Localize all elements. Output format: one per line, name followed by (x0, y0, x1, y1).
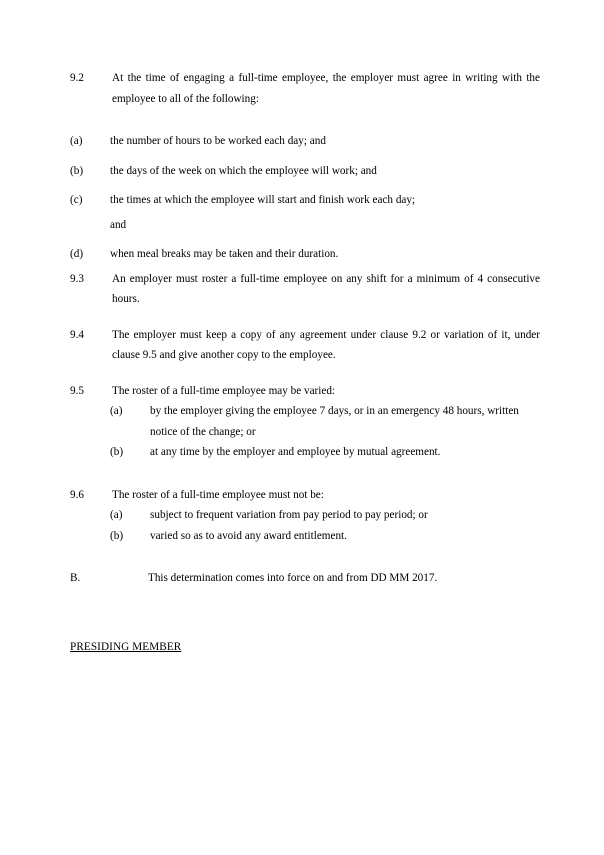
subitem-label: (a) (110, 509, 123, 521)
subitem-label: (d) (70, 248, 84, 260)
document-body (70, 68, 540, 657)
subitem-label: (a) (70, 135, 83, 147)
clause-number: 9.6 (70, 488, 84, 501)
subitem-label: (b) (70, 164, 84, 177)
clause-number: 9.4 (70, 328, 84, 341)
subitem-text: by the employer giving the employee 7 days, or in an emergency 48 hours, written notice of the change; or (150, 405, 519, 438)
subitem-text: at any time by the employer and employee by mutual agreement. (150, 446, 441, 458)
clause-9-2-subitem-c-continuation (70, 215, 540, 236)
clause-text: The employer must keep a copy of any agreement under clause 9.2 or variation of it, under clause 9.5 and give another copy to the employee. (112, 328, 540, 361)
clause-9-4 (70, 325, 540, 366)
clause-number: 9.5 (70, 384, 84, 397)
clause-9-2-subitem-a (70, 131, 540, 152)
spacer (70, 109, 540, 131)
clause-text: An employer must roster a full-time employee on any shift for a minimum of 4 consecutive hours. (112, 272, 540, 305)
subitem-text: subject to frequent variation from pay period to pay period; or (150, 509, 428, 521)
subitem-label: (b) (110, 446, 124, 458)
clause-text: The roster of a full-time employee may be varied: (112, 384, 336, 397)
subitem-label: (c) (70, 194, 83, 206)
subitem-text: and (110, 218, 127, 231)
determination-label: B. (70, 572, 81, 584)
spacer (70, 546, 540, 568)
subitem-text: the days of the week on which the employee will work; and (110, 164, 377, 177)
clause-text: At the time of engaging a full-time employee, the employer must agree in writing with the employee to all of the following: (112, 72, 540, 105)
clause-9-2-subitem-b (70, 161, 540, 182)
clause-number: 9.3 (70, 272, 84, 285)
clause-text: The roster of a full-time employee must not be: (112, 488, 324, 501)
presiding-member-signature-line: PRESIDING MEMBER (70, 640, 182, 653)
spacer (70, 589, 540, 637)
subitem-text: when meal breaks may be taken and their duration. (110, 248, 339, 260)
clause-9-2 (70, 68, 540, 109)
clause-9-5 (70, 381, 540, 402)
determination-text: This determination comes into force on and from DD MM 2017. (148, 572, 438, 584)
spacer (70, 463, 540, 485)
subitem-text: the times at which the employee will start and finish work each day; (110, 194, 416, 206)
clause-number: 9.2 (70, 72, 84, 84)
clause-9-2-subitem-d (70, 244, 540, 265)
clause-9-3 (70, 269, 540, 310)
subitem-label: (b) (110, 529, 124, 542)
determination-clause-b (70, 568, 540, 589)
clause-9-5-subitem-a (110, 401, 540, 442)
clause-9-2-subitem-c (70, 190, 540, 211)
clause-9-6-subitem-a (110, 505, 540, 526)
clause-9-6-subitem-b (110, 526, 540, 547)
clause-9-5-subitem-b (110, 442, 540, 463)
subitem-text: varied so as to avoid any award entitlement. (150, 529, 347, 542)
subitem-label: (a) (110, 405, 123, 417)
spacer (70, 366, 540, 381)
spacer (70, 152, 540, 161)
spacer (70, 235, 540, 244)
spacer (70, 310, 540, 325)
clause-9-6 (70, 485, 540, 506)
spacer (70, 181, 540, 190)
subitem-text: the number of hours to be worked each day; and (110, 135, 326, 147)
